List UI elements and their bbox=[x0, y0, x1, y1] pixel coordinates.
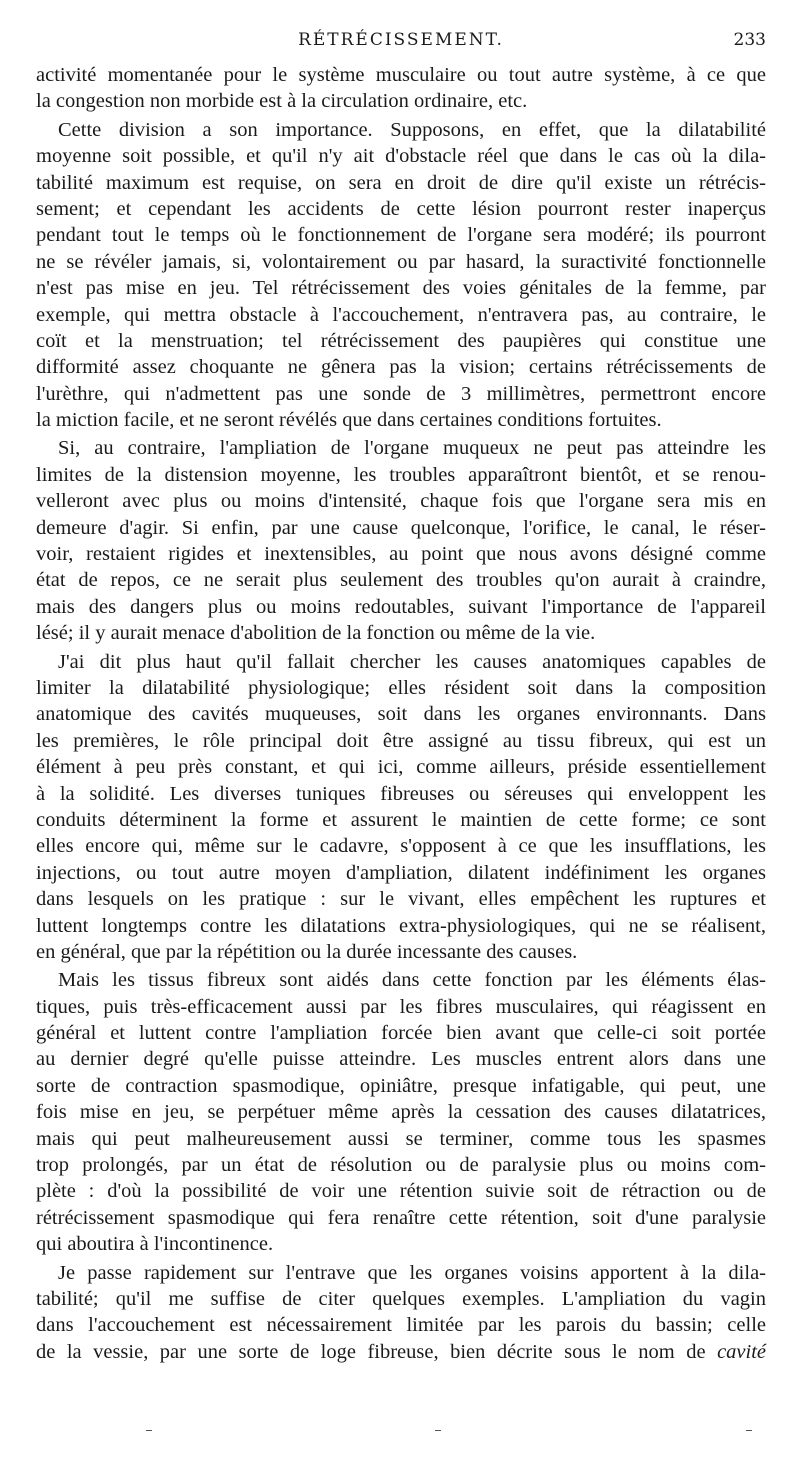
text-line: injections, ou tout autre moyen d'ampliation, dilatent indéfiniment les organes bbox=[36, 861, 766, 884]
text-line: Mais les tissus fibreux sont aidés dans cette fonction par les éléments élas- bbox=[58, 969, 766, 992]
text-line: demeure d'agir. Si enfin, par une cause quelconque, l'orifice, le canal, le réser- bbox=[36, 516, 766, 539]
text-line: trop prolongés, par un état de résolution ou de paralysie plus ou moins com- bbox=[36, 1154, 766, 1177]
text-line: la miction facile, et ne seront révélés que dans certaines conditions fortuites. bbox=[36, 409, 662, 432]
text-line: sement; et cependant les accidents de cette lésion pourront rester inaperçus bbox=[36, 197, 766, 220]
text-line: l'urèthre, qui n'admettent pas une sonde de 3 millimètres, permettront encore bbox=[36, 382, 766, 405]
text-line: anatomique des cavités muqueuses, soit dans les organes environnants. Dans bbox=[36, 703, 766, 726]
text-line: lésé; il y aurait menace d'abolition de la fonction ou même de la vie. bbox=[36, 622, 596, 645]
text-line: sorte de contraction spasmodique, opiniâtre, presque infatigable, qui peut, une bbox=[36, 1074, 766, 1097]
text-line: tiques, puis très-efficacement aussi par les fibres musculaires, qui réagissent en bbox=[36, 995, 766, 1018]
text-line: à la solidité. Les diverses tuniques fibreuses ou séreuses qui enveloppent les bbox=[36, 782, 766, 805]
running-title: RÉTRÉCISSEMENT. bbox=[298, 30, 504, 50]
text-line: mais qui peut malheureusement aussi se terminer, comme tous les spasmes bbox=[36, 1127, 766, 1150]
text-line: au dernier degré qu'elle puisse atteindre. Les muscles entrent alors dans une bbox=[36, 1048, 766, 1071]
text-line: état de repos, ce ne serait plus seulement des troubles qu'on aurait à craindre, bbox=[36, 569, 766, 592]
text-line: dans l'accouchement est nécessairement limitée par les parois du bassin; celle bbox=[36, 1314, 766, 1337]
text-line bbox=[36, 1339, 766, 1365]
text-line: général et luttent contre l'ampliation forcée bien avant que celle-ci soit portée bbox=[36, 1022, 766, 1045]
text-line: la congestion non morbide est à la circulation ordinaire, etc. bbox=[36, 90, 528, 113]
text-line: qui aboutira à l'incontinence. bbox=[36, 1233, 274, 1256]
text-line: conduits déterminent la forme et assurent le maintien de cette forme; ce sont bbox=[36, 808, 766, 831]
text-line: limites de la distension moyenne, les troubles apparaîtront bientôt, et se renou- bbox=[36, 463, 766, 486]
text-line: fois mise en jeu, se perpétuer même après la cessation des causes dilatatrices, bbox=[36, 1101, 766, 1124]
footer-mark bbox=[746, 1430, 752, 1431]
text-line: en général, que par la répétition ou la durée incessante des causes. bbox=[36, 940, 578, 963]
text-line: pendant tout le temps où le fonctionnement de l'organe sera modéré; ils pourront bbox=[36, 224, 766, 247]
text-line: mais des dangers plus ou moins redoutables, suivant l'importance de l'appareil bbox=[36, 595, 766, 618]
text-line-main: de la vessie, par une sorte de loge fibreuse, bien décrite sous le nom de bbox=[36, 1340, 706, 1363]
text-line: coït et la menstruation; tel rétrécissement des paupières qui constitue une bbox=[36, 329, 766, 352]
text-line: n'est pas mise en jeu. Tel rétrécissement des voies génitales de la femme, par bbox=[36, 277, 766, 300]
body-text bbox=[36, 62, 766, 1365]
text-line: moyenne soit possible, et qu'il n'y ait d'obstacle réel que dans le cas où la dila- bbox=[36, 145, 766, 168]
text-line: élément à peu près constant, et qui ici, comme ailleurs, préside essentiellement bbox=[36, 756, 766, 779]
text-line: exemple, qui mettra obstacle à l'accouchement, n'entravera pas, au contraire, le bbox=[36, 303, 766, 326]
text-line: tabilité; qu'il me suffise de citer quelques exemples. L'ampliation du vagin bbox=[36, 1287, 766, 1310]
italic-term: cavité bbox=[717, 1340, 767, 1363]
text-line: tabilité maximum est requise, on sera en droit de dire qu'il existe un rétrécis- bbox=[36, 171, 766, 194]
text-line: Cette division a son importance. Supposons, en effet, que la dilatabilité bbox=[58, 118, 766, 141]
text-line: elles encore qui, même sur le cadavre, s'opposent à ce que les insufflations, les bbox=[36, 835, 766, 858]
page-footer-marks bbox=[0, 1426, 800, 1438]
text-line: plète : d'où la possibilité de voir une rétention suivie soit de rétraction ou de bbox=[36, 1180, 766, 1203]
text-line: voir, restaient rigides et inextensibles, au point que nous avons désigné comme bbox=[36, 543, 766, 566]
running-head bbox=[36, 26, 766, 60]
text-line: rétrécissement spasmodique qui fera renaître cette rétention, soit d'une paralysie bbox=[36, 1206, 766, 1229]
text-line: activité momentanée pour le système musculaire ou tout autre système, à ce que bbox=[36, 64, 766, 86]
text-line: limiter la dilatabilité physiologique; elles résident soit dans la composition bbox=[36, 676, 766, 699]
text-line: difformité assez choquante ne gênera pas la vision; certains rétrécissements de bbox=[36, 356, 766, 379]
text-line: luttent longtemps contre les dilatations extra-physiologiques, qui ne se réalisent, bbox=[36, 914, 766, 937]
footer-mark bbox=[435, 1430, 441, 1431]
text-line: J'ai dit plus haut qu'il fallait chercher les causes anatomiques capables de bbox=[58, 650, 766, 673]
page-number: 233 bbox=[733, 30, 766, 50]
text-line: Je passe rapidement sur l'entrave que les organes voisins apportent à la dila- bbox=[58, 1261, 766, 1284]
text-line: dans lesquels on les pratique : sur le vivant, elles empêchent les ruptures et bbox=[36, 888, 766, 911]
footer-mark bbox=[146, 1430, 152, 1431]
text-line: ne se révéler jamais, si, volontairement ou par hasard, la suractivité fonctionnelle bbox=[36, 250, 766, 273]
text-line: velleront avec plus ou moins d'intensité, chaque fois que l'organe sera mis en bbox=[36, 490, 766, 513]
text-line: Si, au contraire, l'ampliation de l'organe muqueux ne peut pas atteindre les bbox=[58, 437, 766, 460]
text-line: les premières, le rôle principal doit être assigné au tissu fibreux, qui est un bbox=[36, 729, 766, 752]
